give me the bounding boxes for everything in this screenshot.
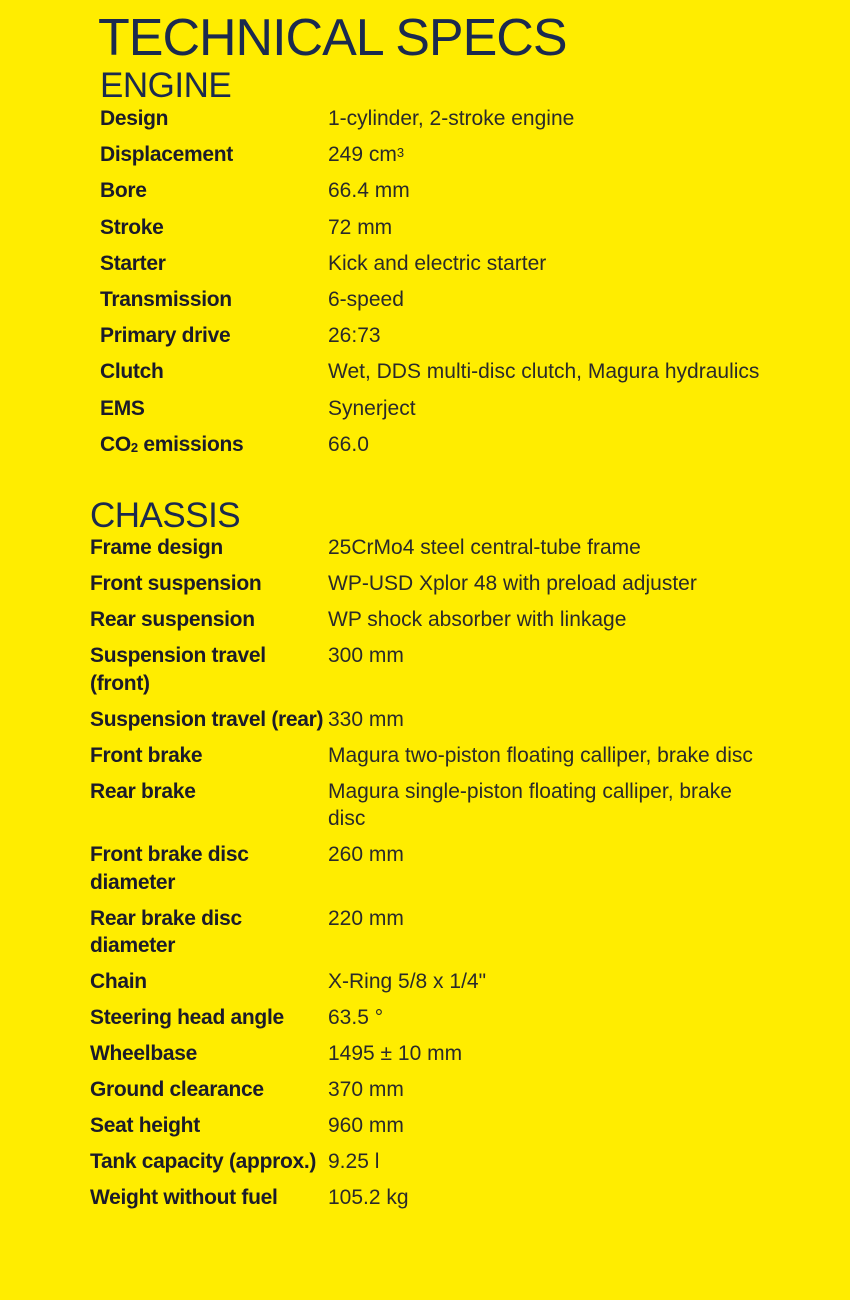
chassis-spec-table (90, 534, 810, 1220)
spec-label: Stroke (100, 215, 164, 239)
spec-value: 220 mm (328, 906, 404, 930)
chassis-row-front-suspension (90, 570, 810, 598)
spec-label: Front suspension (90, 572, 262, 595)
spec-label-text: CO (100, 432, 131, 456)
spec-label: Suspension travel (front) (90, 644, 266, 695)
spec-label: Ground clearance (90, 1078, 264, 1101)
chassis-row-suspension-travel-rear (90, 706, 810, 734)
spec-value: Magura two-piston floating calliper, brake disc (328, 743, 753, 767)
spec-label: Rear brake (90, 779, 196, 803)
engine-section-title: ENGINE (100, 66, 232, 105)
chassis-row-rear-brake-disc (90, 905, 810, 960)
engine-row-displacement (100, 141, 820, 177)
spec-value-text: 249 cm (328, 143, 397, 167)
engine-row-stroke (100, 214, 820, 250)
spec-value: 9.25 l (328, 1150, 380, 1173)
page-title: TECHNICAL SPECS (98, 9, 567, 67)
spec-label: Primary drive (100, 324, 231, 348)
engine-row-design (100, 105, 820, 141)
spec-value: Wet, DDS multi-disc clutch, Magura hydraulics (328, 360, 760, 384)
spec-label-text-after: emissions (137, 432, 244, 456)
chassis-row-wheelbase (90, 1040, 810, 1068)
spec-value: 6-speed (328, 287, 404, 311)
spec-label: Tank capacity (approx.) (90, 1150, 317, 1173)
spec-value: Magura single-piston floating calliper, brake disc (328, 779, 732, 830)
spec-value: 26:73 (328, 324, 381, 348)
spec-value: Synerject (328, 396, 416, 420)
spec-label: Displacement (100, 143, 233, 167)
spec-label: Seat height (90, 1114, 200, 1137)
engine-row-primary-drive (100, 322, 820, 358)
engine-spec-table (100, 105, 820, 467)
spec-label: Rear brake disc diameter (90, 906, 242, 957)
spec-value: WP-USD Xplor 48 with preload adjuster (328, 572, 697, 595)
spec-value: 960 mm (328, 1114, 404, 1137)
chassis-row-tank-capacity (90, 1148, 810, 1176)
spec-value: Kick and electric starter (328, 251, 547, 275)
spec-value: 300 mm (328, 644, 404, 667)
engine-row-starter (100, 250, 820, 286)
chassis-row-ground-clearance (90, 1076, 810, 1104)
spec-label: EMS (100, 396, 145, 420)
chassis-row-front-brake-disc (90, 841, 810, 896)
chassis-row-front-brake (90, 742, 810, 770)
subscript: 2 (130, 439, 138, 455)
engine-row-clutch (100, 358, 820, 394)
spec-label: Transmission (100, 287, 232, 311)
spec-label: Front brake (90, 743, 203, 767)
spec-value: 66.4 mm (328, 179, 410, 203)
spec-label: Clutch (100, 360, 164, 384)
superscript: 3 (396, 145, 405, 161)
engine-row-ems (100, 395, 820, 431)
spec-label: Frame design (90, 536, 223, 559)
chassis-row-weight-without-fuel (90, 1184, 810, 1212)
engine-row-bore (100, 177, 820, 213)
spec-value: 63.5 ° (328, 1006, 384, 1029)
chassis-row-chain (90, 968, 810, 996)
spec-label: Steering head angle (90, 1006, 284, 1029)
spec-label: Bore (100, 179, 147, 203)
spec-value: 330 mm (328, 707, 404, 731)
spec-label (100, 431, 328, 467)
chassis-row-seat-height (90, 1112, 810, 1140)
spec-label: Design (100, 107, 169, 130)
engine-row-transmission (100, 286, 820, 322)
spec-value: 370 mm (328, 1078, 404, 1101)
spec-value: 1495 ± 10 mm (328, 1042, 463, 1065)
spec-label: Rear suspension (90, 608, 255, 631)
spec-label: Suspension travel (rear) (90, 707, 324, 731)
spec-value: 105.2 kg (328, 1186, 409, 1209)
spec-value (328, 141, 820, 177)
spec-label: Starter (100, 251, 166, 275)
spec-value: WP shock absorber with linkage (328, 608, 627, 631)
spec-value: X-Ring 5/8 x 1/4" (328, 970, 487, 993)
chassis-row-rear-suspension (90, 606, 810, 634)
spec-label: Front brake disc diameter (90, 843, 249, 894)
engine-row-co2-emissions (100, 431, 820, 467)
chassis-row-steering-head-angle (90, 1004, 810, 1032)
spec-label: Weight without fuel (90, 1186, 278, 1209)
spec-value: 25CrMo4 steel central-tube frame (328, 536, 641, 559)
chassis-section-title: CHASSIS (90, 496, 241, 535)
chassis-row-suspension-travel-front (90, 642, 810, 697)
spec-value: 72 mm (328, 215, 393, 239)
spec-label: Chain (90, 970, 147, 993)
spec-value: 1-cylinder, 2-stroke engine (328, 107, 575, 130)
chassis-row-rear-brake (90, 778, 810, 833)
chassis-row-frame-design (90, 534, 810, 562)
spec-value: 260 mm (328, 843, 404, 866)
spec-value: 66.0 (328, 432, 369, 456)
spec-label: Wheelbase (90, 1042, 198, 1065)
